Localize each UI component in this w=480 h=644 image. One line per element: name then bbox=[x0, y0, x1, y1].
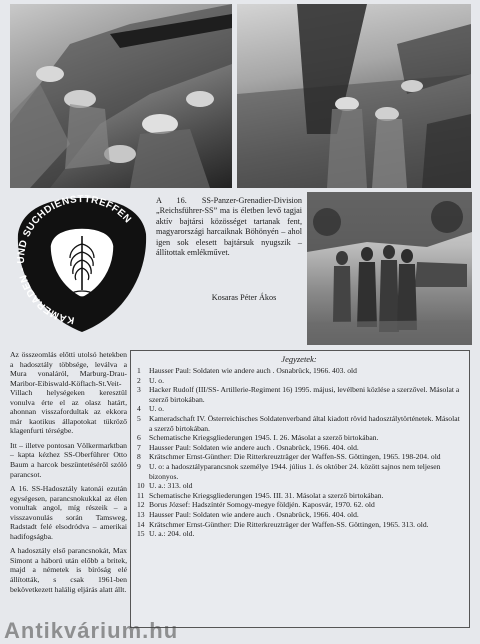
note-text: Borus József: Hadszíntér Somogy-megye földjén. Kaposvár, 1970. 62. old bbox=[149, 500, 375, 510]
note-number: 13 bbox=[137, 509, 145, 519]
note-item bbox=[137, 529, 461, 539]
notes-title: Jegyzetek: bbox=[281, 354, 317, 364]
watermark: Antikvárium.hu bbox=[4, 618, 179, 643]
note-number: 2 bbox=[137, 375, 141, 385]
photo-soldiers-gun bbox=[237, 4, 471, 188]
note-text: U. a.: 313. old bbox=[149, 481, 193, 491]
note-number: 14 bbox=[137, 519, 145, 529]
note-number: 10 bbox=[137, 481, 145, 491]
note-text: U. o: a hadosztályparancsnok személye 1944. július 1. és október 24. között sajnos nem teljesen bizonyos. bbox=[149, 461, 441, 481]
note-text: Hausser Paul: Soldaten wie andere auch . Osnabrück, 1966. 404. old. bbox=[149, 509, 359, 519]
photo-group-of-soldiers bbox=[307, 192, 472, 345]
note-item bbox=[137, 481, 461, 491]
kameraden-emblem bbox=[14, 194, 150, 336]
note-number: 5 bbox=[137, 413, 141, 423]
note-text: Krätschmer Ernst-Günther: Die Ritterkreuzträger der Waffen-SS. Göttingen, 1965. 313. old. bbox=[149, 519, 429, 529]
note-text: Krätschmer Ernst-Günther: Die Ritterkreuzträger der Waffen-SS. Göttingen, 1965. 198-204. old bbox=[149, 452, 441, 462]
note-item bbox=[137, 366, 461, 376]
note-text: Kameradschaft IV. Österreichisches Soldatenverband által kiadott rövid hadosztálytörténetek. Másolat a szerző birtokában. bbox=[149, 413, 460, 433]
note-item bbox=[137, 491, 461, 501]
paragraph: Az összeomlás előtti utolsó hetekben a hadosztály többsége, leválva a Mura vonaláról, Marburg-Drau-Maribor-Eibiswald-Köflach-St.Veit-Villach helységeken keresztül vonulva érte el az olasz határt, ahonnan visszafordultak az ekkora már kaotikus állapotokat tükröző klagenfurti térségbe. bbox=[10, 350, 127, 436]
paragraph: A 16. SS-Hadosztály katonái ezután egységesen, parancsnokukkal az élen vonultak angol, míg részeik – a visszavonulás során Tamsweg, Radstadt felé elsodródva – amerikai hadifogságba. bbox=[10, 484, 127, 541]
note-number: 7 bbox=[137, 442, 141, 452]
note-text: U. a.: 204. old. bbox=[149, 529, 195, 539]
note-item bbox=[137, 433, 461, 443]
note-number: 9 bbox=[137, 461, 141, 471]
paragraph: A hadosztály első parancsnokát, Max Simont a háború után előbb a britek, majd a németek is bíróság elé állították, s csak 1961-ben bekövetkezett halálig eljárás alatt állt. bbox=[10, 546, 127, 594]
note-text: U. o. bbox=[149, 404, 164, 414]
notes-box bbox=[130, 350, 470, 628]
note-text: Hausser Paul: Soldaten wie andere auch . Osnabrück, 1966. 403. old bbox=[149, 366, 357, 375]
note-item bbox=[137, 510, 461, 520]
caption-author: Kosaras Péter Ákos bbox=[211, 293, 277, 302]
note-number: 1 bbox=[137, 366, 141, 375]
note-item bbox=[137, 414, 461, 433]
note-item bbox=[137, 385, 461, 404]
note-item bbox=[137, 462, 461, 481]
note-text: Hacker Rudolf (III/SS- Artillerie-Regiment 16) 1995. májusi, levélbeni közlése a szerzővel. Másolat a szerző birtokában. bbox=[149, 385, 460, 404]
paragraph: Itt – illetve pontosan Völkermarktban – kapta kézhez SS-Oberführer Otto Baum a harcok beszüntetéséről szóló parancsot. bbox=[10, 440, 127, 479]
note-number: 4 bbox=[137, 404, 141, 414]
note-number: 8 bbox=[137, 452, 141, 462]
note-number: 11 bbox=[137, 490, 145, 500]
notes-list bbox=[137, 366, 461, 539]
note-item bbox=[137, 443, 461, 453]
photo-artillery-crew bbox=[10, 4, 232, 188]
emblem-ring-text: KAMERADEN - UND SUCHDIENSTTREFFEN bbox=[16, 194, 134, 326]
note-text: Hausser Paul: Soldaten wie andere auch . Osnabrück, 1966. 404. old. bbox=[149, 442, 359, 452]
note-text: Schematische Kriegsgliederungen 1945. III. 31. Másolat a szerző birtokában. bbox=[149, 490, 384, 500]
emblem-caption: A 16. SS-Panzer-Grenadier-Division „Reichsführer-SS” ma is életben levő tagjai aktív bajtársi közösséget tartanak fent, magyarországi harcaiknak Böhönyén – ahol igen sok elesett bajtársuk nyugszik – állítottak emlékművet. bbox=[156, 196, 302, 258]
note-text: U. o. bbox=[149, 375, 164, 385]
note-number: 12 bbox=[137, 500, 145, 510]
note-number: 15 bbox=[137, 529, 145, 539]
note-text: Schematische Kriegsgliederungen 1945. I. 26. Másolat a szerző birtokában. bbox=[149, 433, 379, 443]
note-item bbox=[137, 520, 461, 530]
body-text-column bbox=[10, 350, 127, 599]
note-item bbox=[137, 452, 461, 462]
note-item bbox=[137, 500, 461, 510]
note-item bbox=[137, 404, 461, 414]
note-item bbox=[137, 376, 461, 386]
note-number: 6 bbox=[137, 433, 141, 443]
note-number: 3 bbox=[137, 385, 141, 395]
